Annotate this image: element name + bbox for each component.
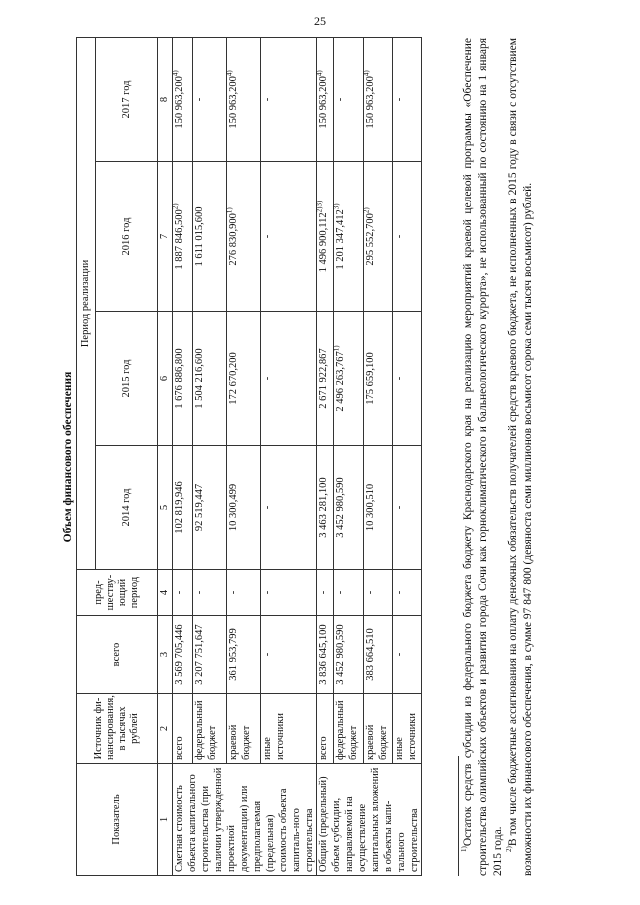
footnote-ref: 2) xyxy=(362,207,371,214)
y2016-cell: - xyxy=(393,162,422,312)
y2017-cell: - xyxy=(260,37,316,161)
y2014-cell: - xyxy=(393,446,422,570)
y2014-cell: 10 300,499 xyxy=(226,446,260,570)
header-previous-period: пред-шеству-ющий период xyxy=(77,570,158,616)
header-2016: 2016 год xyxy=(96,162,158,312)
y2017-cell: - xyxy=(192,37,226,161)
y2016-cell: 1 496 $900,112^{2)3)}$ xyxy=(317,162,334,312)
total-cell: 3 569 705,446 xyxy=(173,616,193,694)
total-cell: 383 664,510 xyxy=(364,616,393,694)
col-number: 3 xyxy=(158,616,173,694)
total-cell: 3 452 980,590 xyxy=(334,616,364,694)
footnote-ref: 2)3) xyxy=(315,200,324,213)
y2016-cell: - xyxy=(260,162,316,312)
footnote-ref: 4) xyxy=(225,70,234,77)
indicator-cell: Общий (предельный) объем субсидии, направляемой на осуществление капитальных вложений в объекты капи-тального строительства xyxy=(317,764,422,876)
table-row xyxy=(226,37,260,875)
y2014-cell: 10 300,510 xyxy=(364,446,393,570)
previous-cell: - xyxy=(260,570,316,616)
table-row xyxy=(334,37,364,875)
y2015-cell: 175 659,100 xyxy=(364,312,393,446)
y2014-cell: 102 819,946 xyxy=(173,446,193,570)
previous-cell: - xyxy=(393,570,422,616)
footnote xyxy=(461,38,506,876)
y2016-cell: 295 552,700$^{2)}$ xyxy=(364,162,393,312)
col-number: 5 xyxy=(158,446,173,570)
y2016-cell: 1 201 347,412$^{3)}$ xyxy=(334,162,364,312)
y2014-cell: - xyxy=(260,446,316,570)
footnote-ref: 4) xyxy=(171,70,180,77)
footnote-ref: 4) xyxy=(315,70,324,77)
source-cell: федеральный бюджет xyxy=(192,694,226,764)
y2017-cell: - xyxy=(334,37,364,161)
table-row xyxy=(393,37,422,875)
page-number: 25 xyxy=(314,14,326,28)
footnote-ref: 2) xyxy=(171,203,180,210)
previous-cell: - xyxy=(364,570,393,616)
total-cell: - xyxy=(260,616,316,694)
table-row xyxy=(173,37,193,875)
header-indicator: Показатель xyxy=(77,764,158,876)
total-cell: 3 207 751,647 xyxy=(192,616,226,694)
footnotes xyxy=(458,38,536,876)
col-number: 7 xyxy=(158,162,173,312)
y2016-cell: 1 887 846,500$^{2)}$ xyxy=(173,162,193,312)
previous-cell: - xyxy=(226,570,260,616)
previous-cell: - xyxy=(192,570,226,616)
table-row xyxy=(317,37,334,875)
footnote-ref: 1) xyxy=(225,207,234,214)
header-total: всего xyxy=(77,616,158,694)
footnote-mark: 2) xyxy=(505,846,514,852)
total-cell: 3 836 645,100 xyxy=(317,616,334,694)
y2015-cell: 172 670,200 xyxy=(226,312,260,446)
header-implementation-period: Период реализации xyxy=(77,37,96,569)
table-row xyxy=(192,37,226,875)
source-cell: всего xyxy=(173,694,193,764)
header-2015: 2015 год xyxy=(96,312,158,446)
y2014-cell: 92 519,447 xyxy=(192,446,226,570)
y2016-cell: 276 830,900$^{1)}$ xyxy=(226,162,260,312)
previous-cell: - xyxy=(173,570,193,616)
previous-cell: - xyxy=(334,570,364,616)
y2015-cell: 2 671 922,867 xyxy=(317,312,334,446)
financing-table xyxy=(76,37,422,876)
source-cell: федеральный бюджет xyxy=(334,694,364,764)
footnote-text: В том числе бюджетные ассигнования на оплату денежных обязательств получателей средств краевого бюджета, не исполненных в 2015 году в связи с отсутствием возможности их финансового обеспечения, в сумме 97 847 800 (девяноста семи миллионов восьмисот сорока семи тысяч восьмисот) рублей. xyxy=(507,38,534,876)
indicator-cell: Сметная стоимость объекта капитального строительства (при наличии утвержденной проектной документации) или предполагаемая (предельная) стоимость объекта капиталь-ного строительства xyxy=(173,764,317,876)
col-number: 8 xyxy=(158,37,173,161)
y2015-cell: 1 676 886,800 xyxy=(173,312,193,446)
y2014-cell: 3 463 281,100 xyxy=(317,446,334,570)
y2015-cell: - xyxy=(393,312,422,446)
header-2017: 2017 год xyxy=(96,37,158,161)
y2016-cell: 1 611 015,600 xyxy=(192,162,226,312)
source-cell: иные источники xyxy=(260,694,316,764)
y2015-cell: - xyxy=(260,312,316,446)
y2017-cell: - xyxy=(393,37,422,161)
footnote-divider xyxy=(458,756,459,876)
col-number: 6 xyxy=(158,312,173,446)
y2017-cell: 150 963,200$^{4)}$ xyxy=(226,37,260,161)
total-cell: 361 953,799 xyxy=(226,616,260,694)
source-cell: краевой бюджет xyxy=(226,694,260,764)
y2015-cell: 1 504 216,600 xyxy=(192,312,226,446)
col-number: 1 xyxy=(158,764,173,876)
y2014-cell: 3 452 980,590 xyxy=(334,446,364,570)
previous-cell: - xyxy=(317,570,334,616)
footnote-ref: 3) xyxy=(332,203,341,210)
footnote-text: Остаток средств субсидии из федерального бюджета бюджету Краснодарского края на реализацию мероприятий краевой целевой программы «Обеспечение строительства олимпийских объектов и развития города Сочи как горноклиматического и бальнеологического курорта», не использованный по состоянию на 1 января 2015 года. xyxy=(462,38,504,876)
source-cell: иные источники xyxy=(393,694,422,764)
y2017-cell: 150 963,200$^{4)}$ xyxy=(173,37,193,161)
header-source: Источник фи-нансирования, в тысячах рублей xyxy=(77,694,158,764)
footnote-ref: 1) xyxy=(332,345,341,352)
col-number: 4 xyxy=(158,570,173,616)
y2017-cell: 150 963,200$^{4)}$ xyxy=(317,37,334,161)
table-title: Объем финансового обеспечения xyxy=(62,371,74,543)
col-number: 2 xyxy=(158,694,173,764)
total-cell: - xyxy=(393,616,422,694)
source-cell: всего xyxy=(317,694,334,764)
y2017-cell: 150 963,200$^{4)}$ xyxy=(364,37,393,161)
source-cell: краевой бюджет xyxy=(364,694,393,764)
header-2014: 2014 год xyxy=(96,446,158,570)
table-row xyxy=(260,37,316,875)
footnote-mark: 1) xyxy=(460,846,469,852)
footnote-ref: 4) xyxy=(362,70,371,77)
rotated-table-page xyxy=(60,38,600,876)
y2015-cell: 2 496 263,767$^{1)}$ xyxy=(334,312,364,446)
table-row xyxy=(364,37,393,875)
footnote xyxy=(506,38,536,876)
